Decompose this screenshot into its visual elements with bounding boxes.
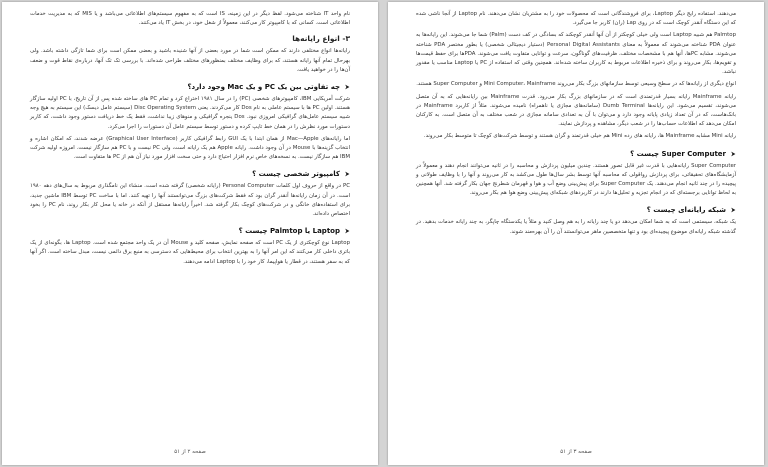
body-paragraph: یک شبکه، سیستمی است که به شما امکان می‌دهد دو یا چند رایانه را به هم وصل کنید و مثلاً یا یکدستگاه چاپگر، به چند رایانه خدمات بدهید. در گذشته شبکه رایانه‌ای موضوع پیچیده‌ای بود و تنها متخصصین ماهر می‌توانستند آن را آن بهره‌مند شوند. [416, 219, 736, 235]
page-content [30, 10, 350, 270]
section-paragraph: رایانه‌ها انواع مختلفی دارند که ممکن است شما در مورد بعضی از آنها شنیده باشید و بعضی ممکن است برای شما تازگی داشته باشد. ولی بهرحال تمام آنها رایانه هستند، که برای وظایف مختلف بمنظورهای مختلف طراحی شده‌اند. با بررسی تک تک آنها، درباره‌ی نقاط قوت و ضعف آن‌ها را در خواهید یافت. [30, 48, 350, 73]
page-number: صفحه ۳ از ۵۱ [560, 449, 592, 455]
body-paragraph: اما رایانه‌های Mac—Apple از همان ابتدا با یک GUI رابط گرافیکی کاربر (Graphical User Interface) عرضه شدند، که امکان اشاره و انتخاب گزینه‌ها با Mouse در آن وجود داشت. رایانه Apple هم یک رایانه است، ولی PC نیست و با PC هم سازگار نیست. امروزه اولیه شرکت IBM هم سازگار نیست. به نسخه‌های خاص نرم افزار احتیاج دارد و حتی سخت افزار مورد نیاز آن هم از PC ها متفاوت است. [30, 135, 350, 161]
heading-network [416, 205, 736, 215]
body-paragraph: رایانه Mainframe رایانه بسیار قدرتمندی است که در سازمانهای بزرگ بکار می‌رود. قدرت Mainframe بین رایانه‌هایی که به آن متصل می‌شوند، تقسیم می‌شود. این رایانه‌ها Dumb Terminal (سامانه‌های مجازی یا ناهمراه) نامیده می‌شوند. مثلاً از کاربرد Mainframe در بانک‌هاست، که در آن تعداد زیادی پایانه وجود دارد و می‌توان با آن به تعدادی سامانه مجازی در شعب مختلف به آن متصل است. به کارکنان امکان می‌دهد که اطلاعات حساب‌ها را در شعب دیگر، مشاهده و پردازش نمایند. [416, 93, 736, 128]
heading-text: چه تفاوتی بین یک PC و یک Mac وجود دارد؟ [187, 83, 340, 92]
intro-paragraph: می‌دهند. استفاده رایج دیگر Laptop، برای فروشندگانی است که محصولات خود را به مشتریان نشان می‌دهند. نام Laptop از آنجا ناشی شده که این دستگاه آنقدر کوچک است که در روی Lap (ران) کاربر جا می‌گیرد. [416, 11, 736, 27]
heading-text: Laptop یا Palmtop چیست ؟ [238, 227, 340, 236]
body-paragraph: شرکت آمریکایی IBM، کامپیوترهای شخصی (PC) را در سال ۱۹۸۱ اختراع کرد و تمام PC های ساخته شده پس از آن تاریخ، با PC اولیه سازگار هستند. اولین PC ها با سیستم عاملی به نام Dos کار می‌کردند. یعنی Disc Operating System (سیستم عامل دیسک) این سیستم به هیچ وجه شبیه سیستم عامل‌های گرافیکی امروزی نبود. Dos ینجره گرافیکی و منوهای زیبا نداشت، فقط یک خط دریافت دستور وجود داشت، که کاربر دستورات مورد نظرش را در همان خط تایپ کرده و دستور توسط سیستم عامل آن دستورات را اجرا می‌کرد. [30, 96, 350, 130]
page-content [416, 10, 736, 240]
heading-text: شبکه رایانه‌ای چیست ؟ [646, 206, 726, 215]
heading-personal-computer [30, 169, 350, 179]
body-paragraph: Super Computer رایانه‌هایی با قدرت غیر قابل تصور هستند. چندین میلیون پردازش و محاسبه را در ثانیه می‌توانند انجام دهند و معمولاً در آزمایشگاه‌های تحقیقاتی، برای پردازش رواقولی که محاسبه آنها توسط بشر سال‌ها طول می‌کشد به کار می‌روند و آنها را با وظایف طولانی و پیچیده را در چند ثانیه انجام می‌دهند. یک Super Computer برای پیش‌بینی وضع آب و هوا و قهرمان شطرنج جهان بکار گرفته شد. آنها همچنین به لحاظ توانایی برجسته‌ای که در انجام تجزیه و تحلیل‌ها دارند در کاربردهای شبکه‌ای پیش‌بینی وضع هوا هم بکار می‌روند. [416, 162, 736, 197]
arrow-bullet-icon [730, 207, 736, 213]
intro-paragraph: نام واحد IT شناخته می‌شود. لفظ دیگر در این زمینه، IS است که به مفهوم سیستم‌های اطلاعاتی می‌باشد و یا MIS که به مدیریت خدمات اطلاعاتی است. کسانی که با کامپیوتر کار می‌کنند، معمولاً از شغل خود، در بخش IT یاد می‌کنند. [30, 11, 351, 27]
page-number: صفحه ۲ از ۵۱ [174, 449, 206, 455]
body-paragraph: Palmtop هم شبیه Laptop است ولی خیلی کوچکتر از آن آنها آنقدر کوچکند که بسادگی در کف دست (Palm) شما جا می‌شوند. این رایانه‌ها به عنوان PDA شناخته می‌شوند که معمولاً به معنای Personal Digital Assistants (دستیار دیجیتالی شخصی) یا بطور مختصر PDA شناخته می‌شوند. مشابه PCها، آنها هم با مشخصات مختلف، ظرفیت‌های گوناگون، سرعت و توانایی متفاوت یافت می‌شوند. PDAها برای حفظ قیمت‌ها و تقویم‌ها، بکار می‌روند و برای ذخیره اطلاعات مربوط به کاربران ساخته شده‌اند. همچنین وقتی که استفاده از PC یا Laptop مناسب یا مقدور نباشد. [416, 32, 736, 76]
arrow-bullet-icon [344, 228, 350, 234]
arrow-bullet-icon [344, 171, 350, 177]
body-paragraph: انواع دیگری از رایانه‌ها که در سطح وسیعی توسط سازمانهای بزرگ بکار می‌روند Mini Computer، Mainframe و Super Computer هستند. [416, 81, 736, 88]
body-paragraph: PC در واقع از حروف اول کلمات Personal Computer (رایانه شخصی) گرفته شده است. منشاء این نامگذاری مربوط به سال‌های دهه ۱۹۸۰ است. در آن زمان رایانه‌ها آنقدر گران بود که فقط شرکت‌های بزرگ می‌توانستند آنها را تهیه کنند. اما با ساخت PC توسط IBM ماشین جدید، برای استفاده‌های خانگی و در شرکت‌های کوچک بکار گرفته شد. اخیراً رایانه‌ها مستقل از آنکه در خانه یا محل کار بکار روند، نام PC را بخود اختصاص داده‌اند. [30, 183, 350, 218]
document-page-left [2, 2, 378, 465]
heading-laptop [30, 226, 350, 236]
arrow-bullet-icon [344, 84, 350, 90]
heading-text: کامپیوتر شخصی چیست ؟ [252, 170, 340, 179]
section-title: ۳- انواع رایانه‌ها [292, 34, 350, 44]
heading-text: Super Computer چیست ؟ [630, 149, 726, 158]
body-paragraph: رایانه Mini مشابه Mainframe ها، رایانه های رده Mini هم خیلی قدرتمند و گران هستند و توسط شرکت‌های کوچک تا متوسط بکار می‌روند. [423, 133, 736, 140]
body-paragraph: Laptop نوع کوچکتری از یک PC است که صفحه نمایش، صفحه کلید و Mouse آن در یک واحد مجتمع شده است. Laptop ها، بگونه‌ای از یک باتری داخلی کار می‌کنند که این امر آنها را به بهترین انتخاب برای محیط‌هایی که دسترسی به منبع برق دائمی نیست، مبدل ساخته است. اگر آنها که به سفر هستند، در قطار یا هواپیما، کار خود را با Laptop ادامه می‌دهند. [30, 240, 350, 265]
arrow-bullet-icon [730, 151, 736, 157]
document-page-right [388, 2, 764, 465]
heading-super-computer [416, 149, 736, 159]
heading-pc-vs-mac [30, 82, 350, 92]
